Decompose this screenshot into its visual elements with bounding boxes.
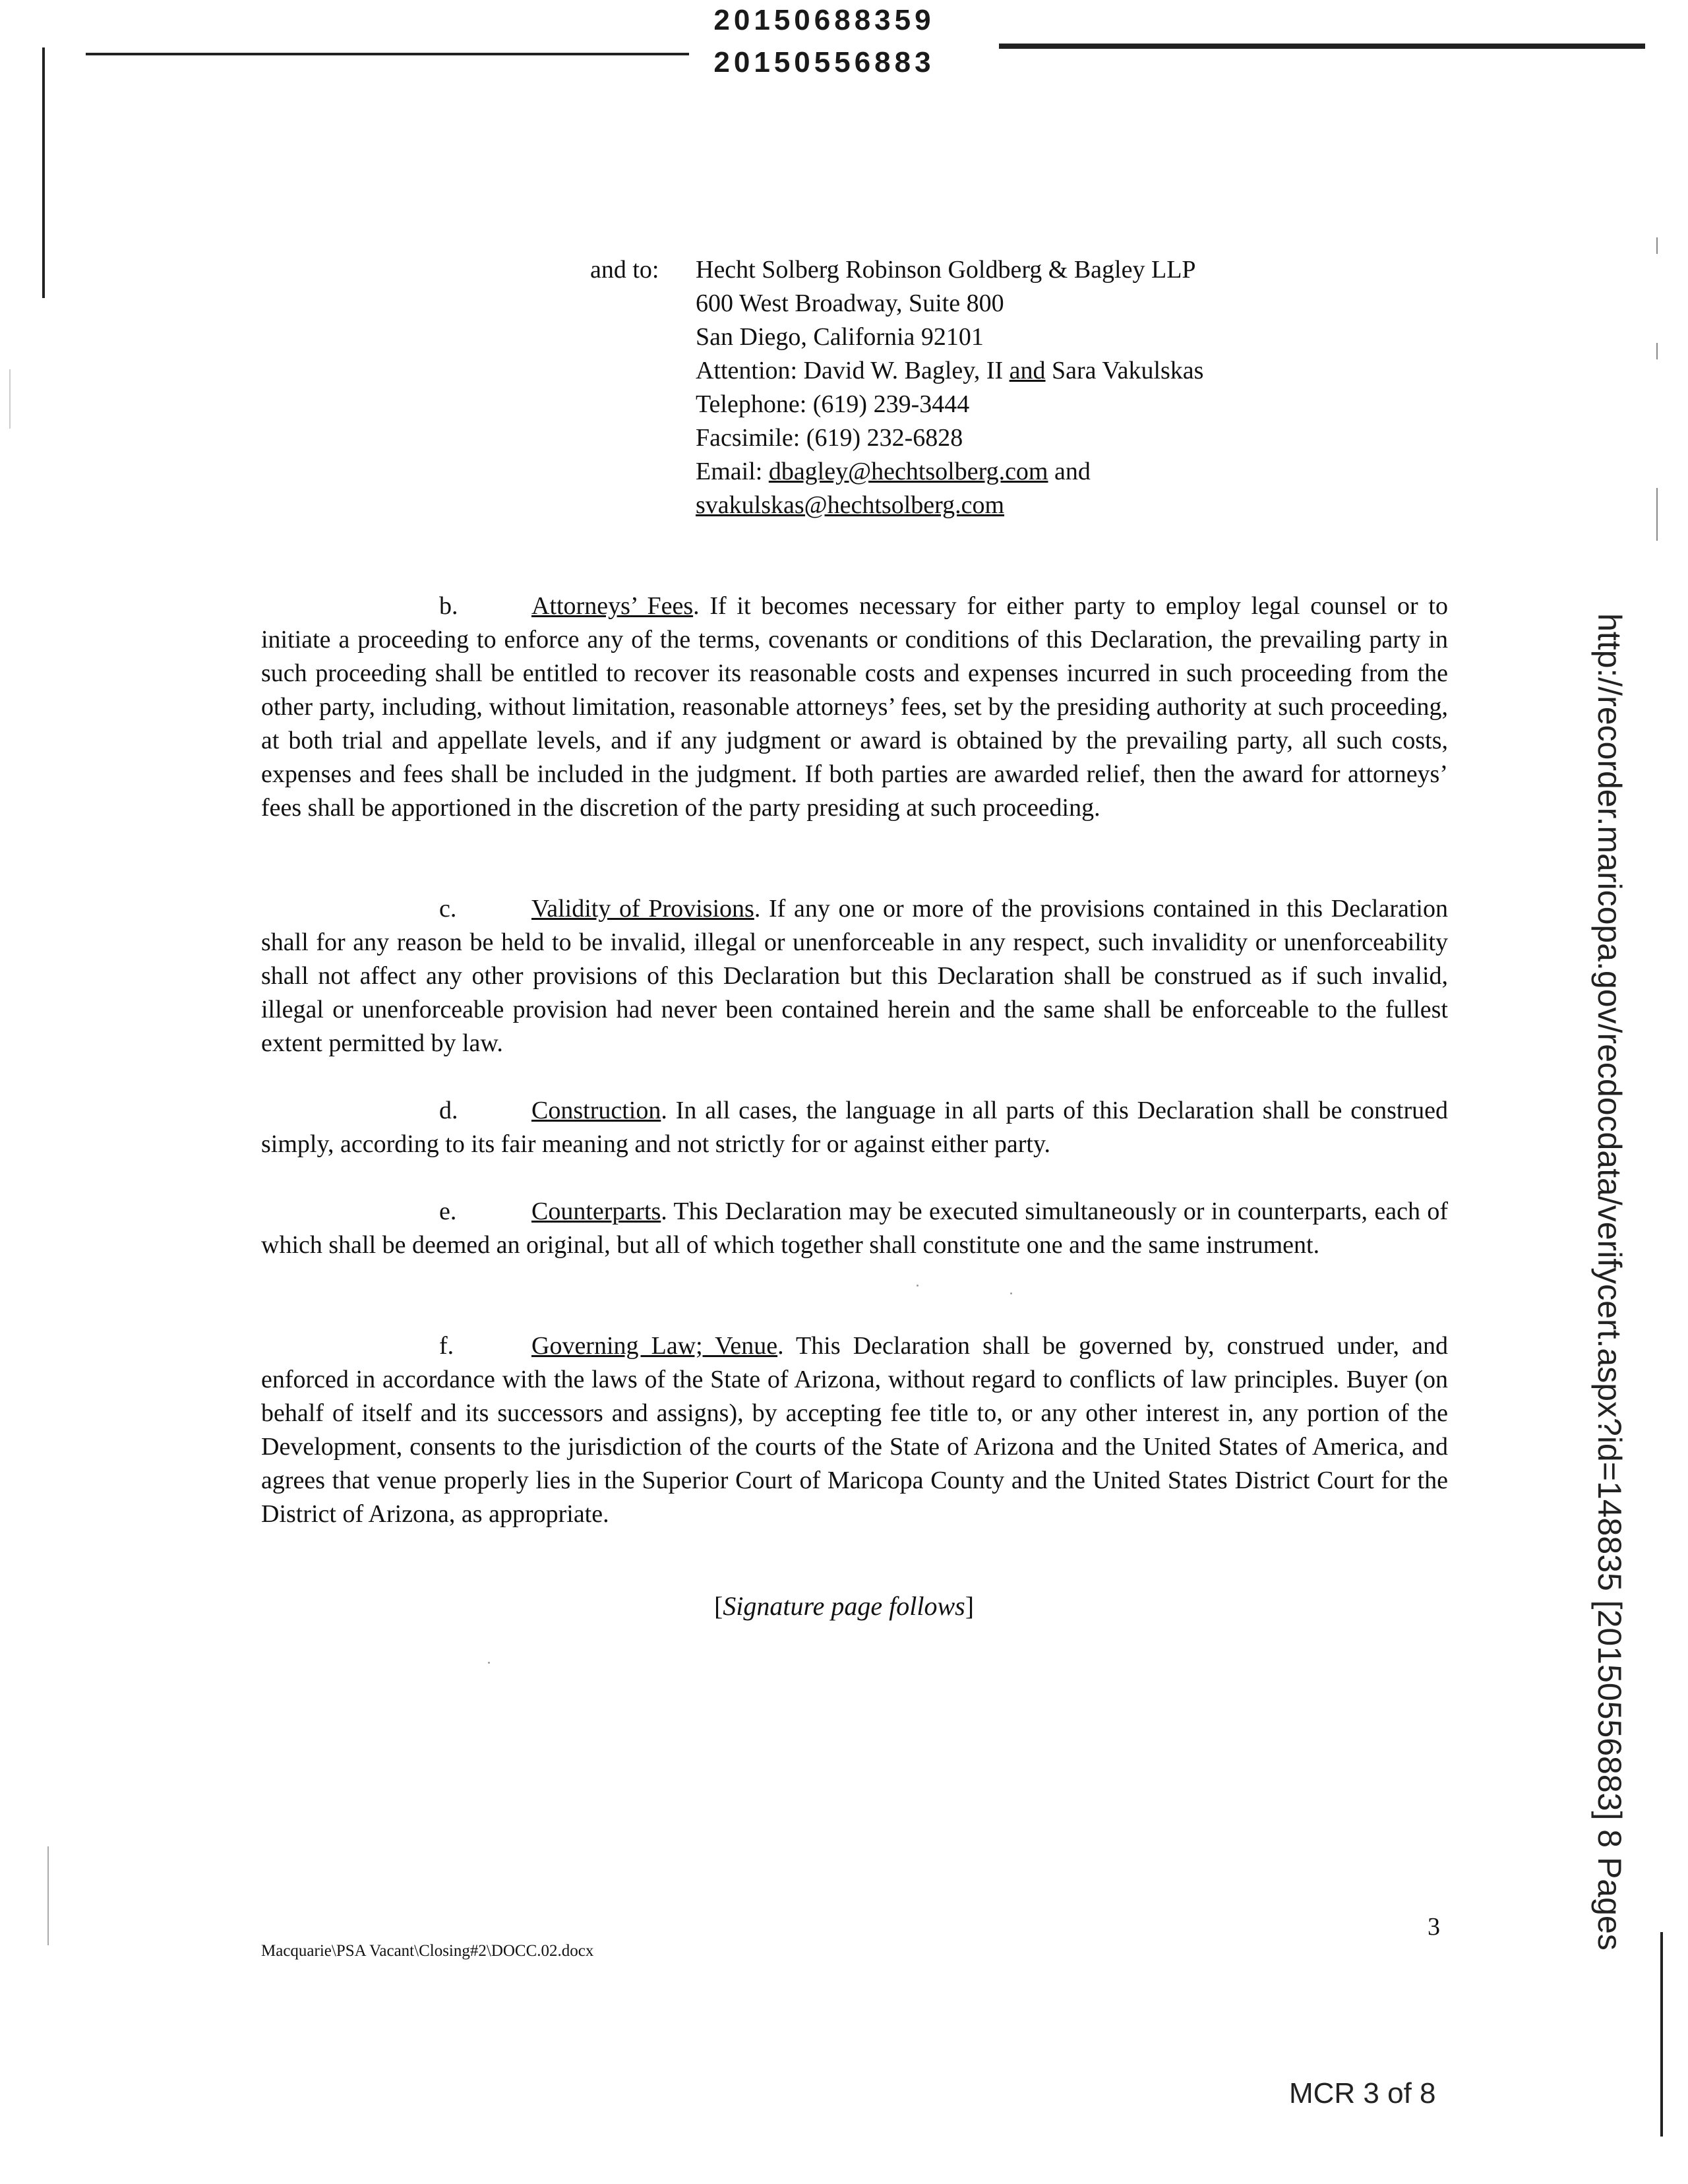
section-e-paragraph xyxy=(261,1195,1448,1262)
email-link-2[interactable]: svakulskas@hechtsolberg.com xyxy=(696,491,1005,519)
header-rule-left xyxy=(86,53,689,55)
section-letter: d. xyxy=(439,1097,458,1124)
telephone-line: Telephone: (619) 239-3444 xyxy=(696,390,970,418)
section-letter: c. xyxy=(439,895,457,923)
section-text: . This Declaration shall be governed by, construed under, and enforced in accordance with the laws of the State of Arizona, without regard to conflicts of law principles. Buyer (on behalf of itself and its successors and assigns), by accepting fee title to, or any other interest in, any portion of the Development, consents to the jurisdiction of the courts of the State of Arizona and the United States of America, and agrees that venue properly lies in the Superior Court of Maricopa County and the United States District Court for the District of Arizona, as appropriate. xyxy=(261,1332,1448,1528)
recorder-verification-url: http://recorder.maricopa.gov/recdocdata/verifycert.aspx?id=148835 [20150556883] 8 Pages xyxy=(1591,613,1628,1951)
header-rule-right xyxy=(999,44,1645,49)
recording-number-second: 20150556883 xyxy=(713,46,935,78)
signature-note-text: Signature page follows xyxy=(723,1591,965,1621)
attention-suffix: Sara Vakulskas xyxy=(1045,357,1204,384)
city-state-zip: San Diego, California 92101 xyxy=(696,323,984,351)
right-margin-line xyxy=(1660,1932,1663,2137)
section-text: . If any one or more of the provisions contained in this Declaration shall for any reason be held to be invalid, illegal or unenforceable in any respect, such invalidity or unenforceability shall not affect any other provisions of this Declaration but this Declaration shall be construed as if such invalid, illegal or unenforceable provision had never been contained herein and the same shall be enforceable to the fullest extent permitted by law. xyxy=(261,895,1448,1057)
section-d-paragraph xyxy=(261,1094,1448,1161)
signature-page-follows xyxy=(0,1591,1688,1622)
recording-number-top: 20150688359 xyxy=(713,4,935,36)
address-label: and to: xyxy=(590,256,659,284)
email-and: and xyxy=(1048,458,1091,485)
section-heading: Attorneys’ Fees xyxy=(531,592,694,620)
scan-speck xyxy=(917,1285,919,1287)
bracket-open: [ xyxy=(713,1591,723,1621)
section-b-paragraph xyxy=(261,590,1448,825)
section-f-paragraph xyxy=(261,1329,1448,1531)
section-heading: Counterparts xyxy=(531,1198,661,1225)
scan-speck xyxy=(488,1662,490,1664)
street-address: 600 West Broadway, Suite 800 xyxy=(696,289,1004,317)
facsimile-line: Facsimile: (619) 232-6828 xyxy=(696,424,963,452)
scan-speck xyxy=(1010,1292,1012,1294)
mcr-page-count: MCR 3 of 8 xyxy=(1289,2077,1436,2109)
left-margin-line xyxy=(42,47,45,298)
attention-prefix: Attention: David W. Bagley, II xyxy=(696,357,1010,384)
section-heading: Construction xyxy=(531,1097,661,1124)
right-dash-mid2 xyxy=(1656,488,1658,541)
section-text: . This Declaration may be executed simultaneously or in counterparts, each of which shall be deemed an original, but all of which together shall constitute one and the same instrument. xyxy=(261,1198,1448,1259)
left-dash-upper xyxy=(9,369,11,429)
bracket-close: ] xyxy=(965,1591,975,1621)
section-letter: e. xyxy=(439,1198,457,1225)
section-text: . In all cases, the language in all parts of this Declaration shall be construed simply, according to its fair meaning and not strictly for or against either party. xyxy=(261,1097,1448,1158)
right-dash-mid xyxy=(1656,343,1658,359)
attention-and: and xyxy=(1009,357,1046,384)
section-letter: b. xyxy=(439,592,458,620)
file-path: Macquarie\PSA Vacant\Closing#2\DOCC.02.docx xyxy=(261,1942,594,1960)
attention-line xyxy=(696,354,1203,388)
page-number: 3 xyxy=(1428,1913,1440,1941)
email-link-1[interactable]: dbagley@hechtsolberg.com xyxy=(768,458,1048,485)
email-prefix: Email: xyxy=(696,458,769,485)
email-line-2 xyxy=(696,489,1203,522)
section-letter: f. xyxy=(439,1332,454,1360)
address-block xyxy=(696,253,1203,522)
section-heading: Governing Law; Venue xyxy=(531,1332,778,1360)
section-c-paragraph xyxy=(261,892,1448,1060)
right-dash-top xyxy=(1656,237,1658,254)
section-heading: Validity of Provisions xyxy=(531,895,754,923)
left-dash-bottom xyxy=(47,1846,49,1945)
section-text: . If it becomes necessary for either party to employ legal counsel or to initiate a proceeding to enforce any of the terms, covenants or conditions of this Declaration, the prevailing party in such proceeding shall be entitled to recover its reasonable costs and expenses incurred in such proceeding from the other party, including, without limitation, reasonable attorneys’ fees, set by the presiding authority at such proceeding, at both trial and appellate levels, and if any judgment or award is obtained by the prevailing party, all such costs, expenses and fees shall be included in the judgment. If both parties are awarded relief, then the award for attorneys’ fees shall be apportioned in the discretion of the party presiding at such proceeding. xyxy=(261,592,1448,822)
firm-name: Hecht Solberg Robinson Goldberg & Bagley LLP xyxy=(696,256,1196,284)
email-line xyxy=(696,455,1203,489)
